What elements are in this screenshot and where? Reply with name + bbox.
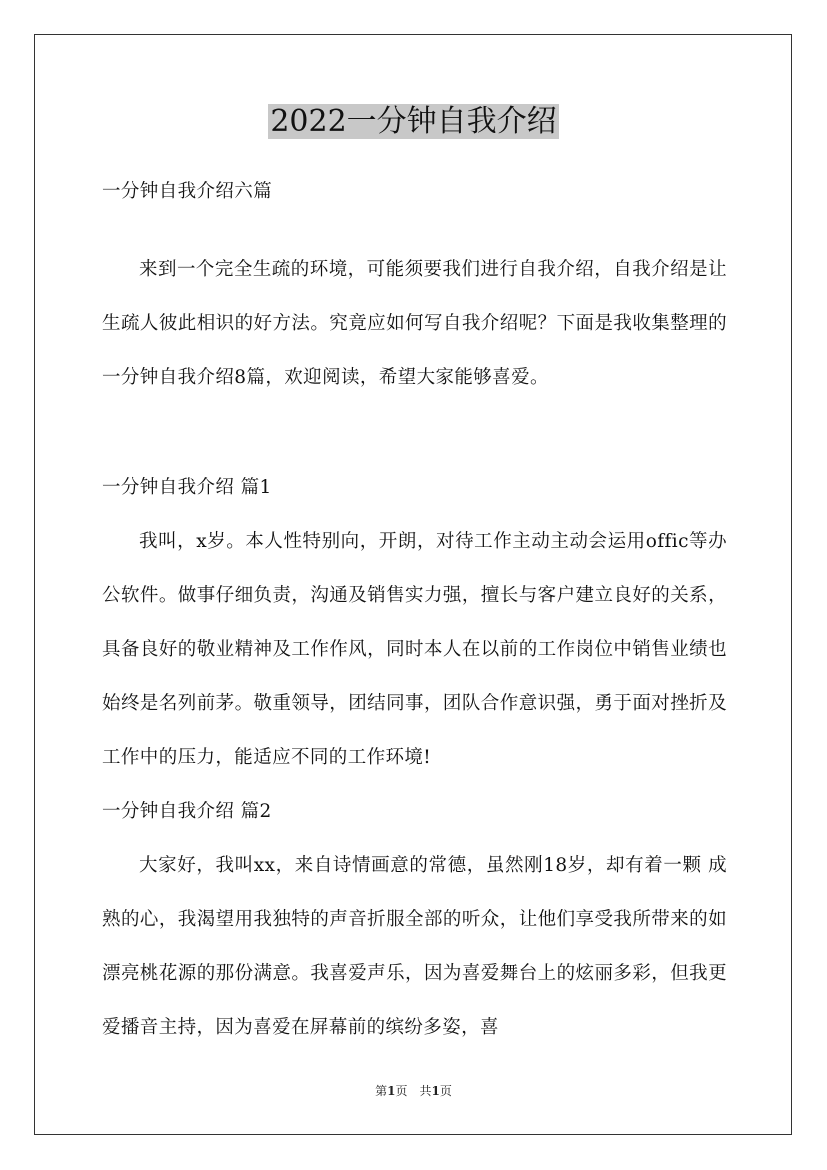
section-heading-1: 一分钟自我介绍 篇1	[102, 477, 272, 498]
spacer	[102, 405, 727, 461]
document-title	[0, 102, 827, 142]
footer-page-number: 1	[387, 1084, 396, 1098]
intro-paragraph: 来到一个完全生疏的环境，可能须要我们进行自我介绍，自我介绍是让生疏人彼此相识的好方法。究竟应如何写自我介绍呢？下面是我收集整理的一分钟自我介绍8篇，欢迎阅读，希望大家能够喜爱。	[102, 259, 727, 388]
document-subtitle: 一分钟自我介绍六篇	[102, 181, 273, 202]
footer-total-pages: 1	[431, 1084, 440, 1098]
document-title-text: 2022一分钟自我介绍	[270, 104, 557, 139]
spacer	[102, 219, 727, 243]
footer-total-suffix: 页	[439, 1084, 452, 1098]
section-body-1: 我叫，x岁。本人性特别向，开朗，对待工作主动主动会运用offic等办公软件。做事仔细负责，沟通及销售实力强，擅长与客户建立良好的关系，具备良好的敬业精神及工作作风，同时本人在以前的工作岗位中销售业绩也始终是名列前茅。敬重领导，团结同事，团队合作意识强，勇于面对挫折及工作中的压力，能适应不同的工作环境!	[102, 531, 727, 768]
document-body	[102, 165, 727, 1055]
section-heading-2: 一分钟自我介绍 篇2	[102, 801, 272, 822]
page-footer	[0, 1083, 827, 1099]
footer-page-prefix: 第	[375, 1084, 388, 1098]
section-body-2: 大家好，我叫xx，来自诗情画意的常德，虽然刚18岁，却有着一颗 成熟的心，我渴望用我独特的声音折服全部的听众，让他们享受我所带来的如 漂亮桃花源的那份满意。我喜爱声乐，因为喜爱舞台上的炫丽多彩，但我更爱播音主持，因为喜爱在屏幕前的缤纷多姿，喜	[102, 855, 727, 1038]
footer-page-suffix: 页 共	[395, 1084, 432, 1098]
